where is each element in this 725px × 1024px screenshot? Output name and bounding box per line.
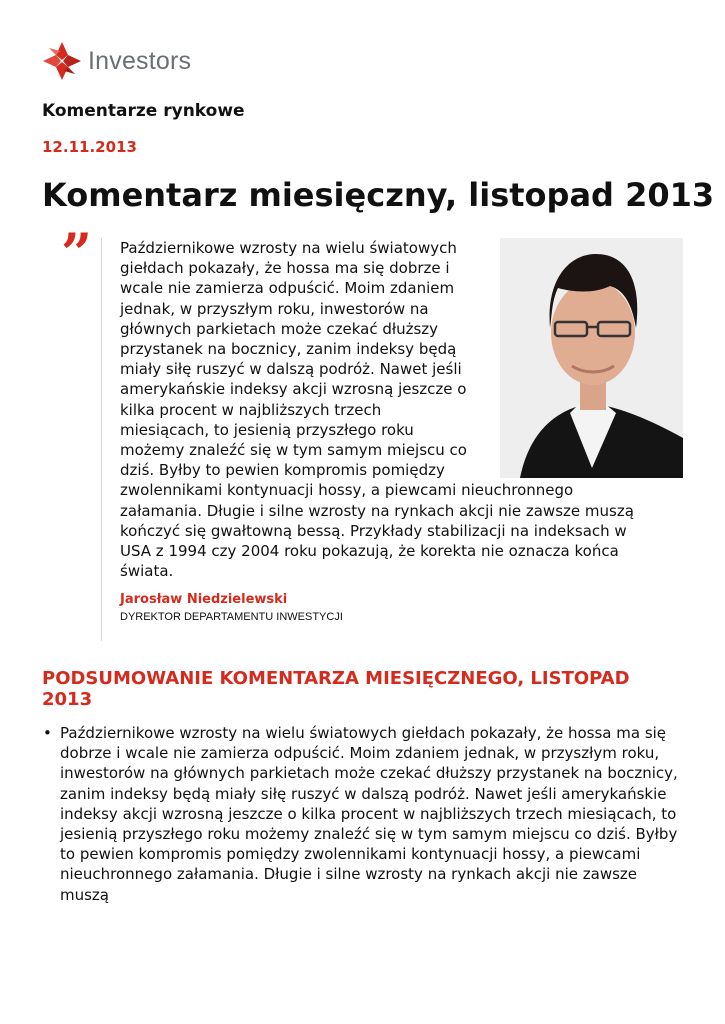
- investors-logo[interactable]: [42, 40, 191, 82]
- summary-list: [42, 723, 682, 905]
- logo-text: Investors: [88, 46, 192, 75]
- page-title: Komentarz miesięczny, listopad 2013: [42, 176, 715, 214]
- author-photo: [500, 238, 683, 478]
- quote-mark-icon: ”: [61, 221, 93, 285]
- publication-date: 12.11.2013: [42, 138, 137, 156]
- bullet-icon: •: [43, 724, 52, 742]
- author-name: Jarosław Niedzielewski: [120, 592, 288, 607]
- section-label: Komentarze rynkowe: [42, 101, 245, 121]
- list-item-text: Październikowe wzrosty na wielu światowych giełdach pokazały, że hossa ma się dobrze i wcale nie zamierza odpuścić. Moim zdaniem jednak, w przyszłym roku, inwestorów na głównych parkietach może czekać dłuższy przystanek na bocznicy, zanim indeksy będą miały siłę ruszyć w dalszą podróż. Nawet jeśli amerykańskie indeksy akcji wzrosną jeszcze o kilka procent w najbliższych trzech miesiącach, to jesienią przyszłego roku możemy znaleźć się w tym samym miejscu co dziś. Byłby to pewien kompromis pomiędzy zwolennikami kontynuacji hossy, a piewcami nieuchronnego załamania. Długie i silne wzrosty na rynkach akcji nie zawsze muszą: [60, 724, 678, 904]
- quote-text: Październikowe wzrosty na wielu światowych giełdach pokazały, że hossa ma się dobrze i wcale nie zamierza odpuścić. Moim zdaniem jednak, w przyszłym roku, inwestorów na głównych parkietach może czekać dłuższy przystanek na bocznicy, zanim indeksy będą miały siłę ruszyć w dalszą podróż. Nawet jeśli amerykańskie indeksy akcji wzrosną jeszcze o kilka procent w najbliższych trzech miesiącach, to jesienią przyszłego roku możemy znaleźć się w tym samym miejscu co dziś. Byłby to pewien kompromis pomiędzy zwolennikami kontynuacji hossy, a piewcami nieuchronnego załamania. Długie i silne wzrosty na rynkach akcji nie zawsze muszą kończyć się gwałtowną bessą. Przykłady stabilizacji na indeksach w USA z 1994 czy 2004 roku pokazują, że korekta nie oznacza końca świata.: [120, 239, 634, 581]
- list-item: [42, 723, 682, 905]
- quote-divider: [101, 238, 102, 641]
- summary-heading: PODSUMOWANIE KOMENTARZA MIESIĘCZNEGO, LISTOPAD 2013: [42, 668, 630, 710]
- investors-logo-icon: [42, 41, 82, 81]
- author-role: DYREKTOR DEPARTAMENTU INWESTYCJI: [120, 611, 343, 623]
